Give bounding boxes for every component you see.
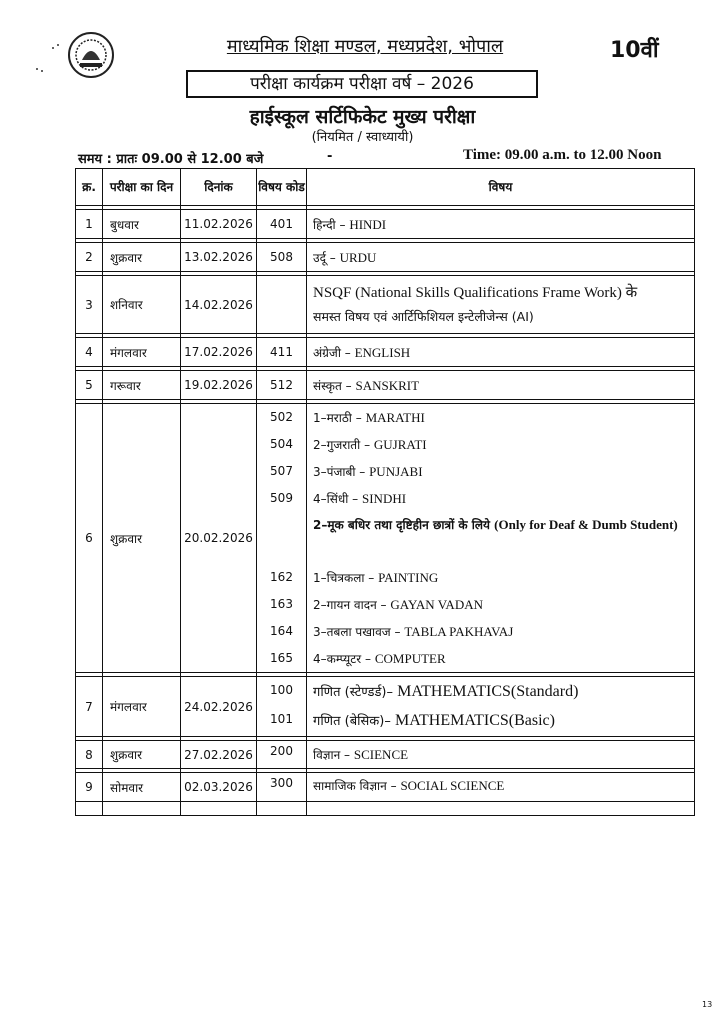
subject-hindi: गणित (बेसिक)–: [313, 714, 391, 729]
code: 504: [270, 437, 293, 451]
subject-english: SCIENCE: [353, 747, 409, 762]
exam-schedule-table: [75, 168, 695, 816]
subject-english: GUJRATI: [373, 437, 427, 452]
subject-english: URDU: [339, 249, 377, 265]
subject-english: TABLA PAKHAVAJ: [404, 624, 514, 639]
subject-hindi: 4–सिंधी –: [313, 492, 359, 506]
scan-speck: [41, 70, 43, 72]
code: 100: [270, 683, 293, 697]
table-header-row: [76, 169, 695, 206]
row-sn: 3: [76, 276, 103, 334]
row-code: 508: [257, 243, 307, 272]
subject-hindi: 1–मराठी –: [313, 411, 362, 425]
subject-hindi: सामाजिक विज्ञान –: [313, 779, 397, 793]
subject-english: PUNJABI: [369, 464, 423, 479]
subject-english: SINDHI: [362, 491, 407, 506]
row-code: 200: [257, 741, 307, 769]
page-number: 13: [702, 1000, 713, 1009]
class-label: 10वीं: [610, 38, 659, 63]
row-code: 512: [257, 371, 307, 400]
row-day: शुक्रवार: [103, 243, 181, 272]
row-sn: 6: [76, 404, 103, 673]
col-header-subject: विषय: [307, 169, 695, 206]
table-row: [76, 773, 695, 802]
code: 162: [270, 570, 293, 584]
subject-hindi: 3–पंजाबी –: [313, 465, 366, 479]
subject-line: [313, 564, 694, 591]
note-hindi: 2–मूक बधिर तथा दृष्टिहीन छात्रों के लिये: [313, 518, 490, 532]
table-row: [76, 404, 695, 673]
row-subjects: [307, 404, 695, 673]
row-sn: 8: [76, 741, 103, 769]
subject-hindi: अंग्रेजी –: [313, 345, 351, 360]
row-date: 27.02.2026: [181, 741, 257, 769]
code: 165: [270, 651, 293, 665]
row-sn: 2: [76, 243, 103, 272]
table-row: [76, 371, 695, 400]
time-separator: -: [327, 149, 333, 164]
note-english: (Only for Deaf & Dumb Student): [494, 517, 678, 532]
scan-speck: [36, 68, 38, 70]
subject-english: GAYAN VADAN: [390, 597, 483, 612]
subject-hindi: उर्दू –: [313, 250, 336, 265]
row-code: 411: [257, 338, 307, 367]
row-subject: [307, 210, 695, 239]
table-row: [76, 677, 695, 737]
row-subject: [307, 773, 695, 802]
row-date: 13.02.2026: [181, 243, 257, 272]
nsqf-line-1: NSQF (National Skills Qualifications Frame Work) के: [313, 284, 638, 301]
subject-hindi: विज्ञान –: [313, 748, 351, 762]
table-row: [76, 210, 695, 239]
row-sn: 7: [76, 677, 103, 737]
row-day: शुक्रवार: [103, 741, 181, 769]
time-hindi: समय : प्रातः 09.00 से 12.00 बजे: [78, 152, 264, 167]
row-code: [257, 276, 307, 334]
subject-english: MATHEMATICS(Basic): [394, 712, 555, 729]
code: 502: [270, 410, 293, 424]
subject-hindi: 2–गुजराती –: [313, 438, 371, 452]
subject-line: [313, 645, 694, 672]
board-emblem-icon: [66, 30, 116, 80]
row-day: बुधवार: [103, 210, 181, 239]
row-subject: [307, 338, 695, 367]
row-day: मंगलवार: [103, 338, 181, 367]
row-date: 19.02.2026: [181, 371, 257, 400]
row-date: 24.02.2026: [181, 677, 257, 737]
subject-english: SANSKRIT: [355, 377, 420, 393]
table-row: [76, 243, 695, 272]
code: 163: [270, 597, 293, 611]
row-date: 11.02.2026: [181, 210, 257, 239]
subject-english: HINDI: [349, 216, 387, 232]
row-codes: [257, 404, 307, 673]
subject-line: [313, 485, 694, 512]
subject-english: SOCIAL SCIENCE: [400, 778, 505, 793]
table-footer-space: [76, 802, 695, 816]
row-subject: [307, 276, 695, 334]
subject-english: COMPUTER: [374, 651, 446, 666]
exam-title: हाईस्कूल सर्टिफिकेट मुख्य परीक्षा: [249, 106, 476, 128]
subject-hindi: 3–तबला पखावज –: [313, 625, 401, 639]
row-subjects: [307, 677, 695, 737]
row-date: 02.03.2026: [181, 773, 257, 802]
special-note: [313, 512, 694, 564]
subject-line: [313, 591, 694, 618]
table-row: [76, 741, 695, 769]
code: 101: [270, 712, 293, 726]
row-sn: 1: [76, 210, 103, 239]
subject-hindi: गणित (स्टेण्डर्ड)–: [313, 685, 393, 700]
row-sn: 4: [76, 338, 103, 367]
subject-hindi: 4–कम्प्यूटर –: [313, 652, 372, 666]
subject-line: [313, 458, 694, 485]
subject-hindi: हिन्दी –: [313, 217, 346, 232]
subject-english: MARATHI: [365, 410, 425, 425]
row-day: मंगलवार: [103, 677, 181, 737]
row-subject: [307, 741, 695, 769]
row-sn: 9: [76, 773, 103, 802]
row-day: सोमवार: [103, 773, 181, 802]
subject-line: [313, 618, 694, 645]
scan-speck: [57, 44, 59, 46]
subject-line: [313, 706, 694, 735]
subject-line: [313, 677, 694, 706]
row-subject: [307, 243, 695, 272]
row-date: 14.02.2026: [181, 276, 257, 334]
subject-hindi: 2–गायन वादन –: [313, 598, 387, 612]
subject-english: ENGLISH: [354, 344, 411, 360]
code: 164: [270, 624, 293, 638]
col-header-sn: क्र.: [76, 169, 103, 206]
row-subject: [307, 371, 695, 400]
col-header-day: परीक्षा का दिन: [103, 169, 181, 206]
col-header-code: विषय कोड: [257, 169, 307, 206]
subject-hindi: संस्कृत –: [313, 378, 352, 393]
row-code: 401: [257, 210, 307, 239]
subject-english: PAINTING: [378, 570, 439, 585]
subject-hindi: 1–चित्रकला –: [313, 571, 375, 585]
subject-line: [313, 431, 694, 458]
code: 507: [270, 464, 293, 478]
board-name: माध्यमिक शिक्षा मण्डल, मध्यप्रदेश, भोपाल: [226, 36, 504, 57]
row-date: 17.02.2026: [181, 338, 257, 367]
table-row: [76, 338, 695, 367]
row-code: 300: [257, 773, 307, 802]
subject-line: [313, 404, 694, 431]
exam-mode: (नियमित / स्वाध्यायी): [311, 130, 414, 145]
program-title: परीक्षा कार्यक्रम परीक्षा वर्ष – 2026: [186, 70, 538, 98]
table-row: [76, 276, 695, 334]
col-header-date: दिनांक: [181, 169, 257, 206]
row-sn: 5: [76, 371, 103, 400]
row-codes: [257, 677, 307, 737]
scan-speck: [52, 47, 54, 49]
code: 509: [270, 491, 293, 505]
nsqf-line-2: समस्त विषय एवं आर्टिफिशियल इन्टेलीजेन्स (AI): [313, 308, 534, 324]
subject-english: MATHEMATICS(Standard): [397, 683, 579, 700]
row-day: शनिवार: [103, 276, 181, 334]
row-day: शुक्रवार: [103, 404, 181, 673]
time-english: Time: 09.00 a.m. to 12.00 Noon: [463, 147, 662, 163]
row-date: 20.02.2026: [181, 404, 257, 673]
row-day: गरूवार: [103, 371, 181, 400]
